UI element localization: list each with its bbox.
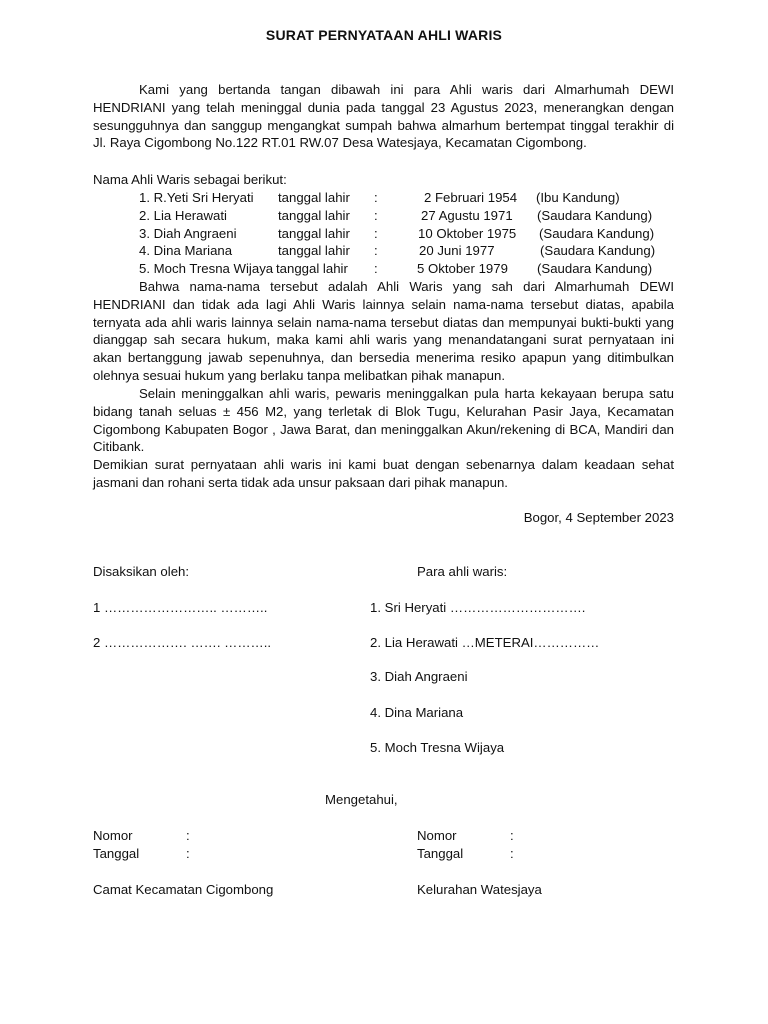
assets-paragraph: Selain meninggalkan ahli waris, pewaris meninggalkan pula harta kekayaan berupa satu bidang tanah seluas ± 456 M2, yang terletak di Blok Tugu, Kelurahan Pasir Jaya, Kecamatan Cigombong Kabupaten Bogor , Jawa Barat, dan meninggalkan Akun/rekening di BCA, Mandiri dan Citibank. — [93, 386, 674, 455]
heirs-intro: Nama Ahli Waris sebagai berikut: — [93, 172, 287, 187]
closing-paragraph: Demikian surat pernyataan ahli waris ini kami buat dengan sebenarnya dalam keadaan sehat jasmani dan rohani serta tidak ada unsur paksaan dari pihak manapun. — [93, 457, 674, 490]
left-tanggal-colon: : — [186, 846, 190, 861]
place-date: Bogor, 4 September 2023 — [523, 510, 674, 525]
heir-name: 5. Moch Tresna Wijaya — [139, 261, 274, 277]
heir-birth-date: 5 Oktober 1979 — [417, 261, 508, 277]
heir-relation: (Saudara Kandung) — [537, 207, 653, 223]
heir-relation: (Saudara Kandung) — [539, 225, 655, 241]
heir-birth-label: tanggal lahir — [276, 261, 348, 277]
heir-name: 3. Diah Angraeni — [139, 225, 237, 241]
heirs-sign-heading: Para ahli waris: — [417, 564, 508, 579]
heir-name: 2. Lia Herawati — [139, 207, 227, 223]
heir-colon: : — [374, 207, 378, 223]
right-nomor-label: Nomor — [417, 828, 457, 843]
acknowledged-heading: Mengetahui, — [325, 792, 398, 807]
right-nomor-colon: : — [510, 828, 514, 843]
right-tanggal-label: Tanggal — [417, 846, 464, 861]
heir-birth-date: 10 Oktober 1975 — [418, 225, 517, 241]
heir-colon: : — [374, 243, 378, 259]
statement-paragraph: Bahwa nama-nama tersebut adalah Ahli Waris yang sah dari Almarhumah DEWI HENDRIANI dan tidak ada lagi Ahli Waris lainnya selain nama-nama tersebut diatas, apabila ternyata ada ahli waris lainnya selain nama-nama tersebut diatas dan mempunyai bukti-bukti yang dianggap sah secara hukum, maka kami ahli waris yang menandatangani surat pernyataan ini akan bertanggung jawab sepenuhnya, dan bersedia menerima resiko apapun yang ditimbulkan olehnya sesuai hukum yang berlaku tanpa melibatkan pihak manapun. — [93, 279, 674, 383]
heir-relation: (Saudara Kandung) — [540, 243, 656, 259]
right-tanggal-colon: : — [510, 846, 514, 861]
left-office-name: Camat Kecamatan Cigombong — [93, 882, 274, 897]
document-title: SURAT PERNYATAAN AHLI WARIS — [265, 27, 503, 43]
heir-colon: : — [374, 261, 378, 277]
heir-signature-5: 5. Moch Tresna Wijaya — [370, 740, 505, 755]
left-tanggal-label: Tanggal — [93, 846, 140, 861]
heir-signature-2: 2. Lia Herawati …METERAI…………… — [370, 635, 600, 650]
heir-signature-1: 1. Sri Heryati …………………………. — [370, 600, 586, 615]
heir-colon: : — [374, 225, 378, 241]
heir-name: 1. R.Yeti Sri Heryati — [139, 190, 254, 205]
left-nomor-colon: : — [186, 828, 190, 843]
heir-birth-label: tanggal lahir — [278, 243, 350, 259]
heir-signature-4: 4. Dina Mariana — [370, 705, 464, 720]
heir-signature-3: 3. Diah Angraeni — [370, 669, 468, 684]
heir-birth-date: 20 Juni 1977 — [419, 243, 495, 259]
heir-birth-date: 27 Agustu 1971 — [421, 207, 513, 223]
left-nomor-label: Nomor — [93, 828, 133, 843]
witness-heading: Disaksikan oleh: — [93, 564, 190, 579]
witness-line-2: 2 ………………. ……. ……….. — [93, 635, 272, 650]
heir-name: 4. Dina Mariana — [139, 243, 233, 259]
heir-birth-date: 2 Februari 1954 — [424, 190, 518, 205]
witness-line-1: 1 …………………….. ……….. — [93, 600, 268, 615]
heir-colon: : — [374, 190, 378, 205]
heir-birth-label: tanggal lahir — [278, 190, 350, 205]
right-office-name: Kelurahan Watesjaya — [417, 882, 542, 897]
heir-birth-label: tanggal lahir — [278, 225, 350, 241]
heir-birth-label: tanggal lahir — [278, 207, 350, 223]
opening-paragraph: Kami yang bertanda tangan dibawah ini para Ahli waris dari Almarhumah DEWI HENDRIANI yang telah meninggal dunia pada tanggal 23 Agustus 2023, menerangkan dengan sesungguhnya dan sanggup mengangkat sumpah bahwa almarhum bertempat tinggal terakhir di Jl. Raya Cigombong No.122 RT.01 RW.07 Desa Watesjaya, Kecamatan Cigombong. — [93, 82, 674, 151]
heir-relation: (Ibu Kandung) — [536, 190, 620, 205]
heir-relation: (Saudara Kandung) — [537, 261, 653, 277]
